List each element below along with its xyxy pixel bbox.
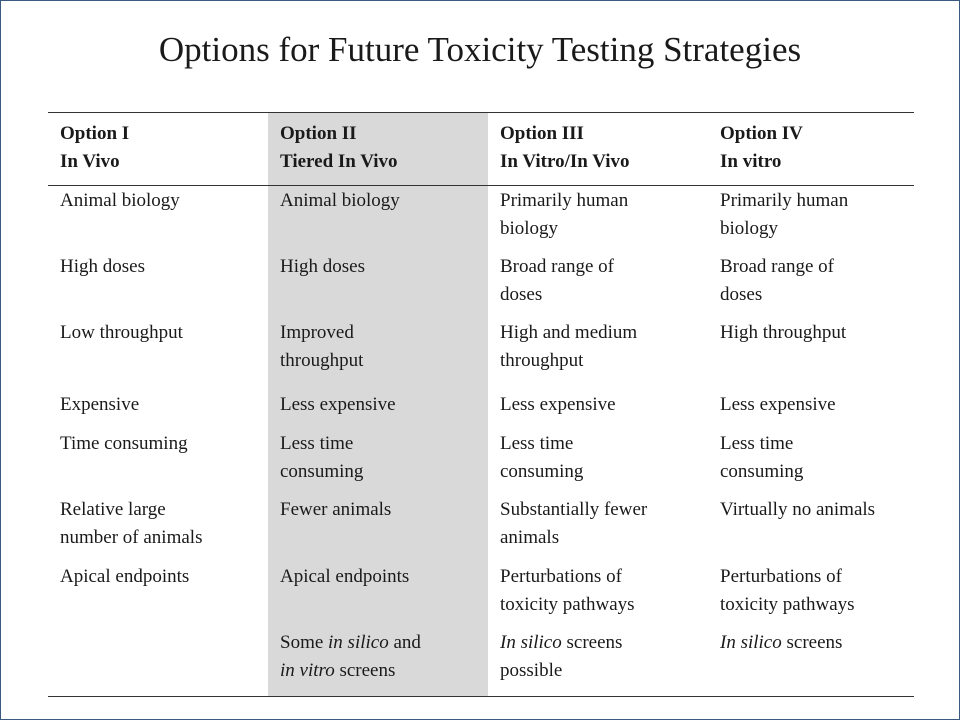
table-cell: Improved throughput bbox=[280, 322, 364, 371]
table-cell: High throughput bbox=[720, 322, 847, 343]
table-cell: Apical endpoints bbox=[60, 566, 190, 587]
table-cell: Perturbations of toxicity pathways bbox=[720, 566, 855, 615]
table-top-rule bbox=[48, 112, 914, 113]
table-header-rule bbox=[48, 185, 914, 186]
table-cell: Less expensive bbox=[280, 394, 396, 415]
table-cell: Substantially fewer animals bbox=[500, 499, 648, 548]
header-option-iv bbox=[708, 120, 924, 176]
table-cell: In silico screens bbox=[720, 632, 843, 653]
header-option-iii-title: Option III bbox=[500, 123, 584, 144]
table-cell: Some in silico and in vitro screens bbox=[280, 632, 421, 681]
table-cell: Less time consuming bbox=[720, 433, 804, 482]
table-cell: Virtually no animals bbox=[720, 499, 876, 520]
table-cell: In silico screens possible bbox=[500, 632, 623, 681]
table-cell: Broad range of doses bbox=[720, 256, 834, 305]
table-cell: Broad range of doses bbox=[500, 256, 614, 305]
options-table bbox=[48, 112, 914, 697]
table-cell: High and medium throughput bbox=[500, 322, 638, 371]
header-option-iii bbox=[488, 120, 700, 176]
table-cell: Apical endpoints bbox=[280, 566, 410, 587]
table-cell: High doses bbox=[60, 256, 145, 277]
header-option-i-title: Option I bbox=[60, 123, 130, 144]
table-cell: Less time consuming bbox=[500, 433, 584, 482]
header-option-i-subtitle: In Vivo bbox=[60, 151, 120, 172]
table-cell: Less expensive bbox=[720, 394, 836, 415]
table-cell: Perturbations of toxicity pathways bbox=[500, 566, 635, 615]
table-cell: Less time consuming bbox=[280, 433, 364, 482]
table-cell: Animal biology bbox=[60, 190, 180, 211]
header-option-ii-title: Option II bbox=[280, 123, 357, 144]
header-option-iii-subtitle: In Vitro/In Vivo bbox=[500, 151, 630, 172]
table-cell: Primarily human biology bbox=[500, 190, 629, 239]
header-option-iv-subtitle: In vitro bbox=[720, 151, 782, 172]
table-cell: Expensive bbox=[60, 394, 140, 415]
header-option-ii bbox=[268, 120, 480, 176]
slide-title: Options for Future Toxicity Testing Strategies bbox=[158, 30, 802, 69]
table-cell: Time consuming bbox=[60, 433, 188, 454]
table-cell: High doses bbox=[280, 256, 365, 277]
table-cell: Low throughput bbox=[60, 322, 183, 343]
header-option-ii-subtitle: Tiered In Vivo bbox=[280, 151, 398, 172]
table-cell: Less expensive bbox=[500, 394, 616, 415]
table-cell: Animal biology bbox=[280, 190, 400, 211]
table-cell: Relative large number of animals bbox=[60, 499, 203, 548]
table-cell: Fewer animals bbox=[280, 499, 392, 520]
table-bottom-rule bbox=[48, 696, 914, 697]
table-cell: Primarily human biology bbox=[720, 190, 849, 239]
header-option-i bbox=[48, 120, 260, 176]
header-option-iv-title: Option IV bbox=[720, 123, 803, 144]
